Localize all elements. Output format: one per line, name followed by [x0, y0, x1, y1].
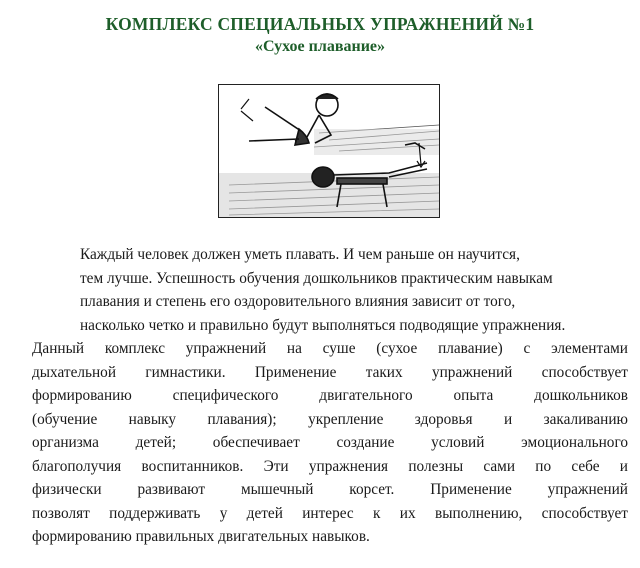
- paragraph-line: тем лучше. Успешность обучения дошкольников практическим навыкам: [80, 269, 553, 287]
- description-text: [32, 243, 628, 549]
- paragraph-line: насколько четко и правильно будут выполняться подводящие упражнения.: [80, 316, 566, 334]
- paragraph-line: Каждый человек должен уметь плавать. И чем раньше он научится,: [80, 246, 520, 263]
- paragraph-line: плавания и степень его оздоровительного влияния зависит от того,: [80, 293, 516, 310]
- paragraph-line: (обучение навыку плавания); укрепление здоровья и закаливанию: [32, 410, 628, 428]
- paragraph-line: позволят поддерживать у детей интерес к их выполнению, способствует: [32, 504, 628, 522]
- paragraph-line: Данный комплекс упражнений на суше (сухое плавание) с элементами: [32, 340, 628, 357]
- page-subtitle: «Сухое плавание»: [254, 38, 386, 55]
- paragraph-line: формированию специфического двигательного опыта дошкольников: [32, 387, 628, 404]
- exercise-illustration: [218, 84, 440, 218]
- paragraph-line: физически развивают мышечный корсет. Применение упражнений: [32, 481, 628, 498]
- paragraph-line: формированию правильных двигательных навыков.: [32, 528, 370, 545]
- page-title: КОМПЛЕКС СПЕЦИАЛЬНЫХ УПРАЖНЕНИЙ №1: [105, 14, 535, 34]
- children-dry-swimming-illustration-icon: [219, 85, 440, 218]
- paragraph-line: организма детей; обеспечивает создание условий эмоционального: [32, 434, 628, 451]
- paragraph-line: дыхательной гимнастики. Применение таких упражнений способствует: [32, 363, 628, 381]
- paragraph-line: благополучия воспитанников. Эти упражнения полезны сами по себе и: [32, 457, 628, 475]
